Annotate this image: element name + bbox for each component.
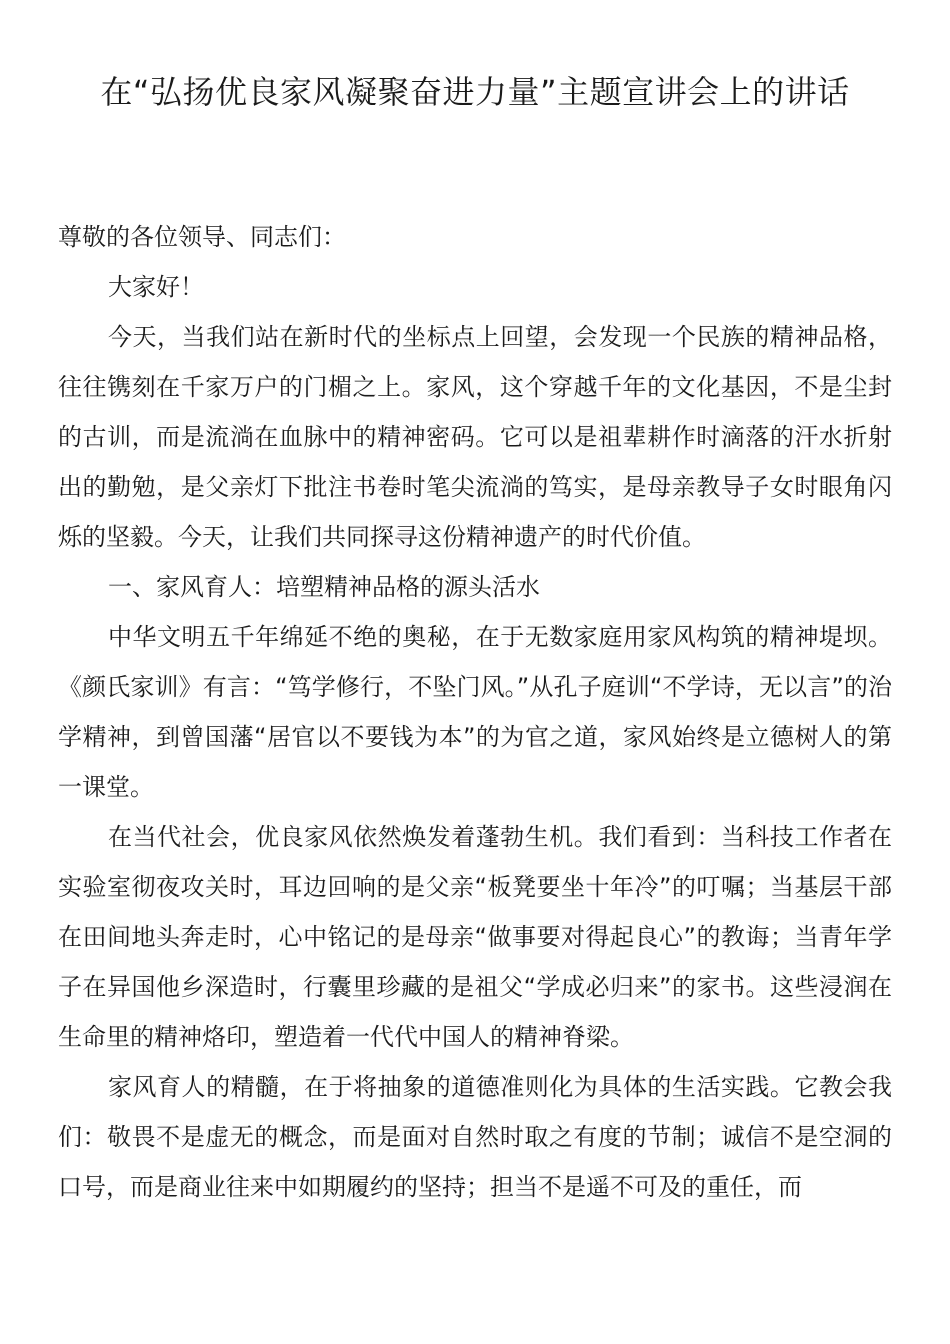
body-paragraph: 中华文明五千年绵延不绝的奥秘，在于无数家庭用家风构筑的精神堤坝。《颜氏家训》有言：“笃学修行，不坠门风。”从孔子庭训“不学诗，无以言”的治学精神，到曾国藩“居官以不要钱为本”的为官之道，家风始终是立德树人的第一课堂。 [58, 623, 892, 801]
salutation: 尊敬的各位领导、同志们： [58, 223, 346, 251]
document-body [58, 212, 892, 1212]
section-heading-1: 一、家风育人：培塑精神品格的源头活水 [108, 573, 540, 601]
intro-paragraph: 今天，当我们站在新时代的坐标点上回望，会发现一个民族的精神品格，往往镌刻在千家万户的门楣之上。家风，这个穿越千年的文化基因，不是尘封的古训，而是流淌在血脉中的精神密码。它可以是祖辈耕作时滴落的汗水折射出的勤勉，是父亲灯下批注书卷时笔尖流淌的笃实，是母亲教导子女时眼角闪烁的坚毅。今天，让我们共同探寻这份精神遗产的时代价值。 [58, 323, 892, 551]
body-paragraph: 在当代社会，优良家风依然焕发着蓬勃生机。我们看到：当科技工作者在实验室彻夜攻关时，耳边回响的是父亲“板凳要坐十年冷”的叮嘱；当基层干部在田间地头奔走时，心中铭记的是母亲“做事要对得起良心”的教诲；当青年学子在异国他乡深造时，行囊里珍藏的是祖父“学成必归来”的家书。这些浸润在生命里的精神烙印，塑造着一代代中国人的精神脊梁。 [58, 823, 892, 1051]
document-title: 在“弘扬优良家风凝聚奋进力量”主题宣讲会上的讲话 [100, 73, 850, 111]
greeting-paragraph: 大家好！ [108, 273, 204, 301]
body-paragraph: 家风育人的精髓，在于将抽象的道德准则化为具体的生活实践。它教会我们：敬畏不是虚无的概念，而是面对自然时取之有度的节制；诚信不是空洞的口号，而是商业往来中如期履约的坚持；担当不是遥不可及的重任，而 [58, 1073, 892, 1201]
